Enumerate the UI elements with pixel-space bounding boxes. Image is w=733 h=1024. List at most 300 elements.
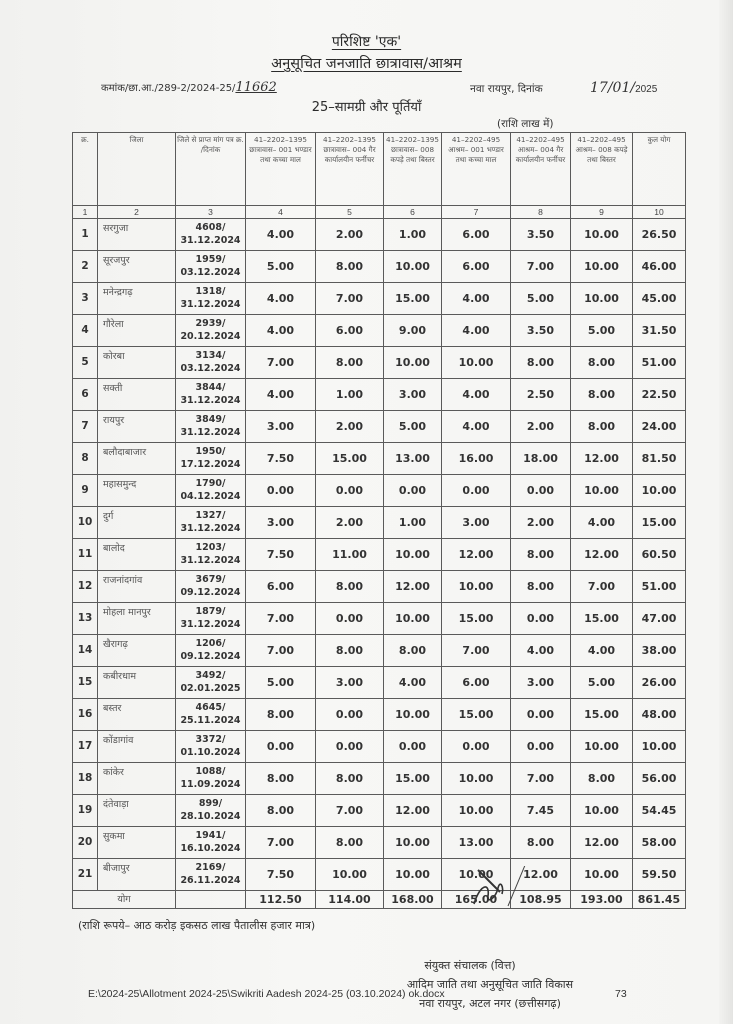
amount-cell: 0.00 [511,699,571,731]
letter-number: 3134/ [195,350,226,361]
amount-cell: 10.00 [571,859,633,891]
demand-letter-ref [176,795,246,827]
amount-cell: 4.00 [571,635,633,667]
total-label: योग [73,891,176,909]
amount-in-words: (राशि रूपये– आठ करोड़ इकसठ लाख पैतालीस हजार मात्र) [78,919,316,932]
amount-cell: 8.00 [316,635,384,667]
annex-title [0,33,733,51]
serial-number: 15 [73,667,98,699]
amount-cell: 10.00 [442,347,511,379]
amount-cell: 6.00 [246,571,316,603]
unit-note: (राशि लाख में) [497,118,554,130]
table-row [73,763,686,795]
amount-cell: 10.00 [571,283,633,315]
amount-cell: 6.00 [442,251,511,283]
date-year: 2025 [635,84,658,95]
demand-letter-ref [176,699,246,731]
table-row [73,347,686,379]
amount-cell: 4.00 [246,315,316,347]
district-name: बालोद [98,539,176,571]
serial-number: 17 [73,731,98,763]
amount-cell: 8.00 [316,251,384,283]
column-number: 8 [511,206,571,219]
letter-date: 31.12.2024 [180,618,241,630]
district-name: बलौदाबाजार [98,443,176,475]
serial-number: 5 [73,347,98,379]
amount-cell: 2.00 [316,507,384,539]
amount-cell: 7.00 [246,827,316,859]
table-row [73,411,686,443]
table-row [73,667,686,699]
district-name: दुर्ग [98,507,176,539]
amount-cell: 1.00 [316,379,384,411]
amount-cell: 0.00 [511,731,571,763]
row-total: 46.00 [633,251,686,283]
row-total: 58.00 [633,827,686,859]
amount-cell: 7.45 [511,795,571,827]
amount-cell: 18.00 [511,443,571,475]
amount-cell: 7.50 [246,443,316,475]
letter-number: 1950/ [195,446,226,457]
amount-cell: 0.00 [316,699,384,731]
amount-cell: 10.00 [571,731,633,763]
serial-number: 11 [73,539,98,571]
amount-cell: 7.00 [246,635,316,667]
amount-cell: 7.00 [511,251,571,283]
demand-letter-ref [176,315,246,347]
table-row [73,731,686,763]
table-row [73,827,686,859]
amount-cell: 0.00 [511,603,571,635]
amount-cell: 2.00 [316,219,384,251]
column-total: 112.50 [246,891,316,909]
district-name: सरगुजा [98,219,176,251]
table-row [73,603,686,635]
column-header: 41–2202–1395 छात्रावास– 008 कपड़े तथा बिस्तर [384,133,442,206]
letter-date: 31.12.2024 [180,298,241,310]
column-number-row [73,206,686,219]
reference-number [101,80,277,97]
row-total: 10.00 [633,731,686,763]
amount-cell: 4.00 [442,411,511,443]
demand-letter-ref [176,411,246,443]
letter-date: 31.12.2024 [180,522,241,534]
district-name: कांकेर [98,763,176,795]
letter-number: 3844/ [195,382,226,393]
amount-cell: 4.00 [246,379,316,411]
amount-cell: 2.00 [511,411,571,443]
amount-cell: 3.00 [246,507,316,539]
amount-cell: 7.00 [442,635,511,667]
letter-date: 26.11.2024 [180,874,241,886]
amount-cell: 1.00 [384,219,442,251]
amount-cell: 15.00 [316,443,384,475]
signatory-department: आदिम जाति तथा अनुसूचित जाति विकास [406,978,574,991]
column-number: 6 [384,206,442,219]
amount-cell: 12.00 [571,827,633,859]
amount-cell: 12.00 [571,539,633,571]
column-header: जिला [98,133,176,206]
total-row [73,891,686,909]
column-number: 3 [176,206,246,219]
row-total: 38.00 [633,635,686,667]
district-name: सुकमा [98,827,176,859]
amount-cell: 0.00 [442,475,511,507]
amount-cell: 8.00 [384,635,442,667]
page-number: 73 [615,988,627,1000]
row-total: 56.00 [633,763,686,795]
amount-cell: 12.00 [511,859,571,891]
amount-cell: 11.00 [316,539,384,571]
letter-number: 1088/ [195,766,226,777]
amount-cell: 15.00 [571,603,633,635]
amount-cell: 3.00 [384,379,442,411]
table-row [73,859,686,891]
amount-cell: 3.50 [511,219,571,251]
row-total: 54.45 [633,795,686,827]
amount-cell: 15.00 [571,699,633,731]
letter-date: 09.12.2024 [180,650,241,662]
table-row [73,475,686,507]
row-total: 31.50 [633,315,686,347]
amount-cell: 0.00 [442,731,511,763]
letter-number: 4608/ [195,222,226,233]
table-row [73,635,686,667]
amount-cell: 16.00 [442,443,511,475]
district-name: मोहला मानपुर [98,603,176,635]
header-row [73,133,686,206]
column-total: 108.95 [511,891,571,909]
amount-cell: 10.00 [442,763,511,795]
district-name: रायपुर [98,411,176,443]
amount-cell: 4.00 [246,283,316,315]
letter-number: 4645/ [195,702,226,713]
demand-letter-ref [176,571,246,603]
letter-date: 31.12.2024 [180,394,241,406]
demand-letter-ref [176,667,246,699]
letter-date: 17.12.2024 [180,458,241,470]
amount-cell: 0.00 [316,603,384,635]
letter-date: 03.12.2024 [180,266,241,278]
amount-cell: 15.00 [442,603,511,635]
demand-letter-ref [176,219,246,251]
letter-number: 899/ [198,798,223,809]
demand-letter-ref [176,859,246,891]
serial-number: 21 [73,859,98,891]
column-number: 10 [633,206,686,219]
amount-cell: 10.00 [384,603,442,635]
serial-number: 9 [73,475,98,507]
column-number: 1 [73,206,98,219]
grand-total: 861.45 [633,891,686,909]
amount-cell: 8.00 [316,571,384,603]
letter-number: 2939/ [195,318,226,329]
serial-number: 10 [73,507,98,539]
district-name: गौरेला [98,315,176,347]
amount-cell: 15.00 [442,699,511,731]
amount-cell: 4.00 [246,219,316,251]
amount-cell: 12.00 [571,443,633,475]
table-row [73,443,686,475]
signatory-address: नवा रायपुर, अटल नगर (छत्तीसगढ़) [419,997,561,1010]
row-total: 26.50 [633,219,686,251]
subtitle: 25–सामग्री और पूर्तियाँ [311,100,422,115]
amount-cell: 7.00 [316,283,384,315]
demand-letter-ref [176,539,246,571]
letter-number: 1318/ [195,286,226,297]
column-header: 41–2202–495 आश्रम– 008 कपड़े तथा बिस्तर [571,133,633,206]
letter-number: 1941/ [195,830,226,841]
amount-cell: 7.50 [246,539,316,571]
column-header: क्र. [73,133,98,206]
district-name: राजनांदगांव [98,571,176,603]
scan-edge-shadow [719,0,733,1024]
table-row [73,795,686,827]
letter-date: 31.12.2024 [180,426,241,438]
amount-cell: 8.00 [316,827,384,859]
serial-number: 4 [73,315,98,347]
demand-letter-ref [176,827,246,859]
amount-cell: 4.00 [511,635,571,667]
amount-cell: 8.00 [316,347,384,379]
column-total: 168.00 [384,891,442,909]
letter-number: 3679/ [195,574,226,585]
row-total: 51.00 [633,571,686,603]
district-name: सूरजपुर [98,251,176,283]
signatory-designation: संयुक्त संचालक (वित्त) [424,959,516,972]
column-total: 193.00 [571,891,633,909]
letter-number: 1959/ [195,254,226,265]
amount-cell: 2.50 [511,379,571,411]
amount-cell: 7.00 [246,603,316,635]
row-total: 48.00 [633,699,686,731]
column-header: 41–2202–1395 छात्रावास– 004 गैर कार्यालयीन फर्नीचर [316,133,384,206]
column-total: 165.00 [442,891,511,909]
column-number: 9 [571,206,633,219]
allotment-table [72,132,686,909]
amount-cell: 9.00 [384,315,442,347]
amount-cell: 3.00 [246,411,316,443]
district-name: कोरबा [98,347,176,379]
serial-number: 6 [73,379,98,411]
letter-date: 09.12.2024 [180,586,241,598]
amount-cell: 3.00 [511,667,571,699]
letter-date: 20.12.2024 [180,330,241,342]
amount-cell: 8.00 [246,699,316,731]
letter-date: 28.10.2024 [180,810,241,822]
amount-cell: 8.00 [246,763,316,795]
serial-number: 8 [73,443,98,475]
demand-letter-ref [176,347,246,379]
demand-letter-ref [176,763,246,795]
table-row [73,315,686,347]
amount-cell: 10.00 [384,699,442,731]
amount-cell: 8.00 [511,539,571,571]
table-row [73,379,686,411]
serial-number: 20 [73,827,98,859]
serial-number: 12 [73,571,98,603]
demand-letter-ref [176,635,246,667]
demand-letter-ref [176,251,246,283]
column-number: 2 [98,206,176,219]
amount-cell: 10.00 [442,795,511,827]
date-handwritten: 17/01/ [590,80,636,96]
letter-date: 16.10.2024 [180,842,241,854]
row-total: 22.50 [633,379,686,411]
row-total: 26.00 [633,667,686,699]
table-row [73,283,686,315]
amount-cell: 8.00 [511,347,571,379]
amount-cell: 5.00 [246,251,316,283]
amount-cell: 8.00 [511,827,571,859]
table-row [73,507,686,539]
row-total: 81.50 [633,443,686,475]
serial-number: 19 [73,795,98,827]
column-header: 41–2202–495 आश्रम– 001 भण्डार तथा कच्चा माल [442,133,511,206]
letter-date: 01.10.2024 [180,746,241,758]
amount-cell: 12.00 [384,795,442,827]
amount-cell: 0.00 [384,731,442,763]
amount-cell: 7.50 [246,859,316,891]
amount-cell: 3.00 [442,507,511,539]
amount-cell: 2.00 [511,507,571,539]
table-row [73,219,686,251]
amount-cell: 3.00 [316,667,384,699]
letter-number: 1203/ [195,542,226,553]
demand-letter-ref [176,283,246,315]
serial-number: 7 [73,411,98,443]
amount-cell: 7.00 [316,795,384,827]
letter-date: 04.12.2024 [180,490,241,502]
amount-cell: 8.00 [316,763,384,795]
demand-letter-ref [176,507,246,539]
district-name: सक्ती [98,379,176,411]
serial-number: 3 [73,283,98,315]
amount-cell: 10.00 [442,859,511,891]
column-header: जिले से प्राप्त मांग पत्र क्र. /दिनांक [176,133,246,206]
amount-cell: 8.00 [511,571,571,603]
amount-cell: 7.00 [511,763,571,795]
amount-cell: 5.00 [511,283,571,315]
letter-number: 1206/ [195,638,226,649]
amount-cell: 5.00 [384,411,442,443]
place-date-label: नवा रायपुर, दिनांक [470,83,543,95]
amount-cell: 15.00 [384,763,442,795]
letter-number: 3492/ [195,670,226,681]
letter-date: 11.09.2024 [180,778,241,790]
amount-cell: 0.00 [511,475,571,507]
row-total: 15.00 [633,507,686,539]
amount-cell: 4.00 [442,379,511,411]
column-header: कुल योग [633,133,686,206]
table-row [73,571,686,603]
amount-cell: 10.00 [384,539,442,571]
demand-letter-ref [176,731,246,763]
row-total: 10.00 [633,475,686,507]
district-name: मनेन्द्रगढ़ [98,283,176,315]
amount-cell: 10.00 [316,859,384,891]
amount-cell: 3.50 [511,315,571,347]
amount-cell: 10.00 [384,347,442,379]
district-name: बीजापुर [98,859,176,891]
table-row [73,699,686,731]
amount-cell: 10.00 [571,795,633,827]
amount-cell: 10.00 [571,475,633,507]
amount-cell: 1.00 [384,507,442,539]
row-total: 59.50 [633,859,686,891]
amount-cell: 10.00 [384,251,442,283]
letter-number: 2169/ [195,862,226,873]
demand-letter-ref [176,443,246,475]
row-total: 47.00 [633,603,686,635]
amount-cell: 0.00 [316,475,384,507]
amount-cell: 4.00 [384,667,442,699]
letter-number: 1790/ [195,478,226,489]
serial-number: 16 [73,699,98,731]
serial-number: 14 [73,635,98,667]
table-row [73,251,686,283]
serial-number: 2 [73,251,98,283]
amount-cell: 13.00 [442,827,511,859]
column-number: 4 [246,206,316,219]
column-header: 41–2202–1395 छात्रावास– 001 भण्डार तथा कच्चा माल [246,133,316,206]
column-total: 114.00 [316,891,384,909]
row-total: 24.00 [633,411,686,443]
amount-cell: 10.00 [571,219,633,251]
serial-number: 1 [73,219,98,251]
dept-title [0,55,733,73]
column-number: 7 [442,206,511,219]
amount-cell: 8.00 [571,763,633,795]
serial-number: 13 [73,603,98,635]
demand-letter-ref [176,603,246,635]
demand-letter-ref [176,379,246,411]
district-name: महासमुन्द [98,475,176,507]
amount-cell: 10.00 [442,571,511,603]
row-total: 45.00 [633,283,686,315]
amount-cell: 8.00 [571,347,633,379]
amount-cell: 0.00 [384,475,442,507]
amount-cell: 8.00 [246,795,316,827]
issue-date [590,80,657,98]
amount-cell: 5.00 [571,667,633,699]
amount-cell: 5.00 [246,667,316,699]
letter-date: 31.12.2024 [180,554,241,566]
letter-number: 1879/ [195,606,226,617]
column-number: 5 [316,206,384,219]
letter-date: 02.01.2025 [180,682,241,694]
row-total: 60.50 [633,539,686,571]
district-name: कोंडागांव [98,731,176,763]
letter-number: 3849/ [195,414,226,425]
amount-cell: 12.00 [384,571,442,603]
file-path-footer: E:\2024-25\Allotment 2024-25\Swikriti Aadesh 2024-25 (03.10.2024) ok.docx [88,988,445,1000]
amount-cell: 4.00 [571,507,633,539]
district-name: खैरागढ़ [98,635,176,667]
district-name: कबीरधाम [98,667,176,699]
amount-cell: 4.00 [442,283,511,315]
amount-cell: 4.00 [442,315,511,347]
district-name: बस्तर [98,699,176,731]
amount-cell: 10.00 [384,859,442,891]
amount-cell: 2.00 [316,411,384,443]
amount-cell: 8.00 [571,379,633,411]
amount-cell: 15.00 [384,283,442,315]
amount-cell: 6.00 [442,667,511,699]
annex-title-text: परिशिष्ट 'एक' [331,34,402,50]
letter-date: 25.11.2024 [180,714,241,726]
amount-cell: 0.00 [316,731,384,763]
